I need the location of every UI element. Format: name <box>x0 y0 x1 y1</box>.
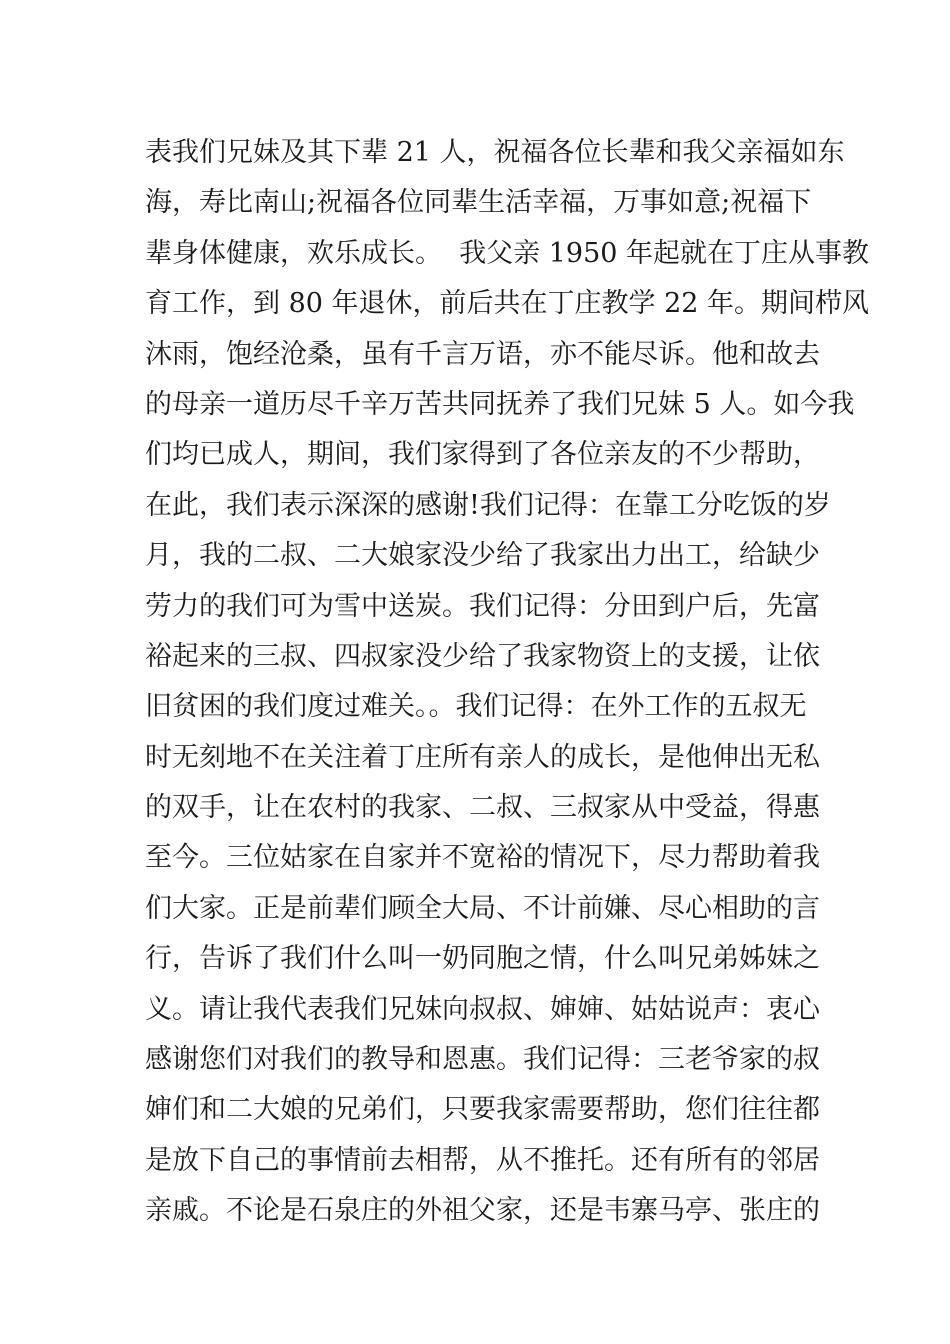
text-line: 劳力的我们可为雪中送炭。我们记得：分田到户后，先富 <box>145 590 820 622</box>
text-line: 感谢您们对我们的教导和恩惠。我们记得：三老爷家的叔 <box>145 1044 820 1076</box>
text-line: 们均已成人，期间，我们家得到了各位亲友的不少帮助， <box>145 439 820 471</box>
text-line: 的母亲一道历尽千辛万苦共同抚养了我们兄妹 5 人。如今我 <box>145 388 855 420</box>
text-line: 月，我的二叔、二大娘家没少给了我家出力出工，给缺少 <box>145 540 820 572</box>
text-line: 辈身体健康，欢乐成长。 我父亲 1950 年起就在丁庄从事教 <box>145 237 870 269</box>
body-text <box>145 128 870 1237</box>
text-line: 时无刻地不在关注着丁庄所有亲人的成长，是他伸出无私 <box>145 741 820 773</box>
text-line: 育工作，到 80 年退休，前后共在丁庄教学 22 年。期间栉风 <box>145 288 870 320</box>
text-line: 亲戚。不论是石泉庄的外祖父家，还是韦寨马亭、张庄的 <box>145 1195 820 1227</box>
text-line: 裕起来的三叔、四叔家没少给了我家物资上的支援，让依 <box>145 640 820 672</box>
text-line: 义。请让我代表我们兄妹向叔叔、婶婶、姑姑说声：衷心 <box>145 993 820 1025</box>
text-line: 表我们兄妹及其下辈 21 人，祝福各位长辈和我父亲福如东 <box>145 137 845 168</box>
text-line: 沐雨，饱经沧桑，虽有千言万语，亦不能尽诉。他和故去 <box>145 338 820 370</box>
text-line: 在此，我们表示深深的感谢!我们记得：在靠工分吃饭的岁 <box>145 489 831 521</box>
text-line: 至今。三位姑家在自家并不宽裕的情况下，尽力帮助着我 <box>145 842 820 874</box>
text-line: 是放下自己的事情前去相帮，从不推托。还有所有的邻居 <box>145 1144 820 1176</box>
text-line: 旧贫困的我们度过难关。。我们记得：在外工作的五叔无 <box>145 691 807 723</box>
text-line: 行，告诉了我们什么叫一奶同胞之情，什么叫兄弟姊妹之 <box>145 943 820 975</box>
text-line: 婶们和二大娘的兄弟们，只要我家需要帮助，您们往往都 <box>145 1094 820 1126</box>
text-line: 海，寿比南山;祝福各位同辈生活幸福，万事如意;祝福下 <box>145 187 812 219</box>
text-line: 们大家。正是前辈们顾全大局、不计前嫌、尽心相助的言 <box>145 892 820 924</box>
text-line: 的双手，让在农村的我家、二叔、三叔家从中受益，得惠 <box>145 792 820 824</box>
